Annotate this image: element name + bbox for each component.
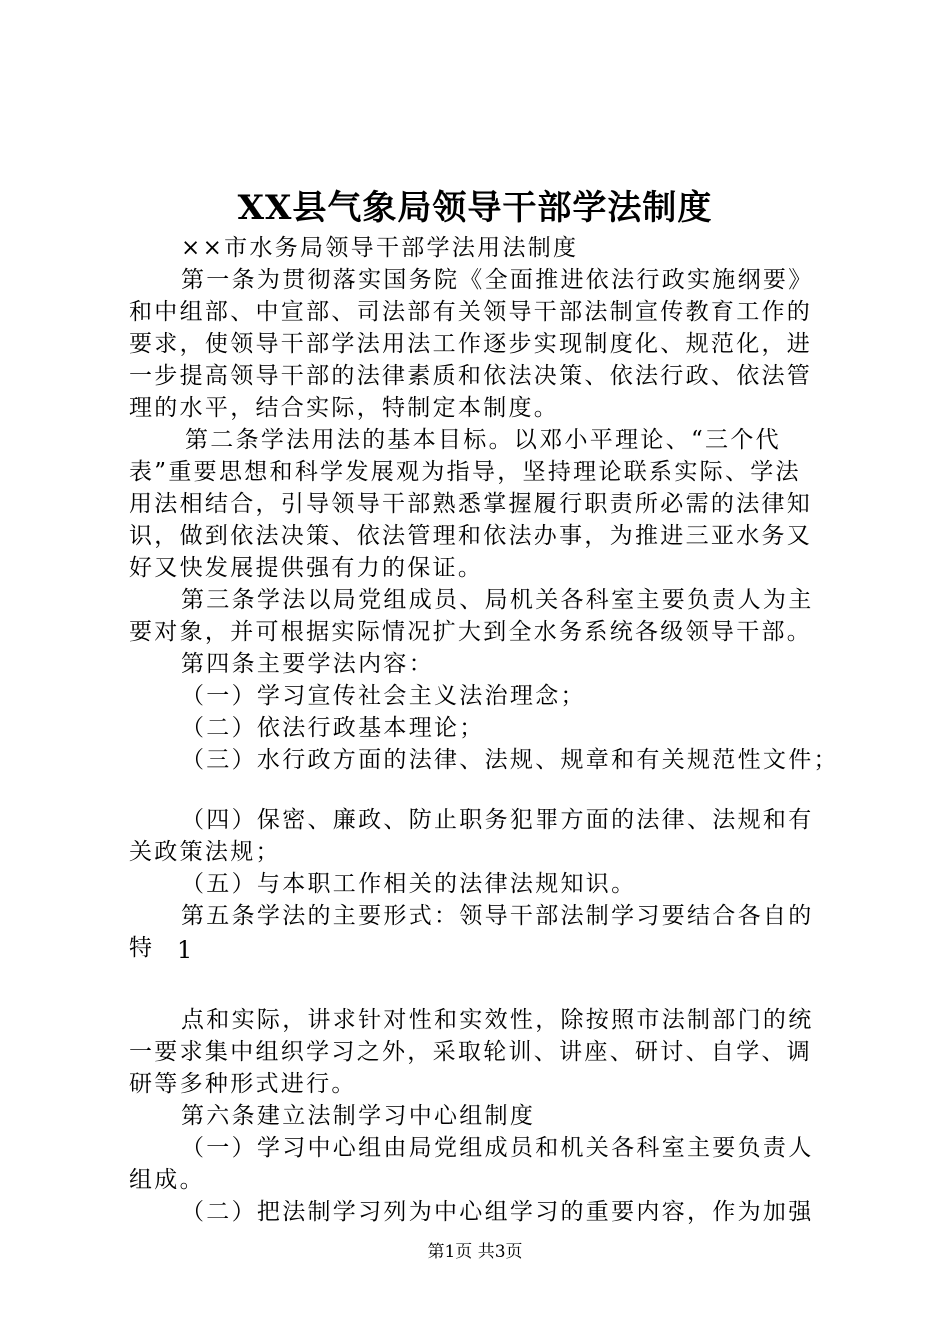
list-item-line: （四）保密、廉政、防止职务犯罪方面的法律、法规和有 — [181, 807, 814, 833]
paragraph-line: 第四条主要学法内容： — [181, 651, 434, 677]
paragraph-line: 表”重要思想和科学发展观为指导，坚持理论联系实际、学法 — [129, 459, 801, 485]
paragraph-line: 第五条学法的主要形式：领导干部法制学习要结合各自的 — [181, 903, 814, 929]
paragraph-line: 和中组部、中宣部、司法部有关领导干部法制宣传教育工作的 — [129, 299, 813, 325]
page-footer: 第1页 共3页 — [427, 1242, 523, 1262]
list-item-line: （三）水行政方面的法律、法规、规章和有关规范性文件； — [181, 747, 839, 773]
list-item-line: 组成。 — [129, 1167, 205, 1193]
paragraph-line: 特 — [129, 935, 155, 961]
list-item-line: （二）把法制学习列为中心组学习的重要内容，作为加强 — [181, 1199, 814, 1225]
paragraph-line: 好又快发展提供强有力的保证。 — [129, 555, 484, 581]
paragraph-line: 用法相结合，引导领导干部熟悉掌握履行职责所必需的法律知 — [129, 491, 813, 517]
list-item-line: 关政策法规； — [129, 839, 281, 865]
paragraph-line: 识，做到依法决策、依法管理和依法办事，为推进三亚水务又 — [129, 523, 813, 549]
subtitle-line: ××市水务局领导干部学法用法制度 — [181, 235, 579, 261]
list-item-line: （二）依法行政基本理论； — [181, 715, 485, 741]
paragraph-line: 第二条学法用法的基本目标。以邓小平理论、“三个代 — [185, 427, 781, 453]
paragraph-line: 第三条学法以局党组成员、局机关各科室主要负责人为主 — [181, 587, 814, 613]
paragraph-line: 研等多种形式进行。 — [129, 1071, 357, 1097]
paragraph-line: 一步提高领导干部的法律素质和依法决策、依法行政、依法管 — [129, 363, 813, 389]
paragraph-line: 点和实际，讲求针对性和实效性，除按照市法制部门的统 — [181, 1007, 814, 1033]
paragraph-line: 要求，使领导干部学法用法工作逐步实现制度化、规范化，进 — [129, 331, 813, 357]
list-item-line: （一）学习中心组由局党组成员和机关各科室主要负责人 — [181, 1135, 814, 1161]
paragraph-line: 第六条建立法制学习中心组制度 — [181, 1103, 536, 1129]
paragraph-line: 一要求集中组织学习之外，采取轮训、讲座、研讨、自学、调 — [129, 1039, 813, 1065]
paragraph-line: 理的水平，结合实际，特制定本制度。 — [129, 395, 560, 421]
list-item-line: （五）与本职工作相关的法律法规知识。 — [181, 871, 637, 897]
inline-page-number: 1 — [177, 936, 193, 964]
paragraph-line: 第一条为贯彻落实国务院《全面推进依法行政实施纲要》 — [181, 267, 814, 293]
document-title: XX县气象局领导干部学法制度 — [237, 188, 713, 228]
list-item-line: （一）学习宣传社会主义法治理念； — [181, 683, 586, 709]
paragraph-line: 要对象，并可根据实际情况扩大到全水务系统各级领导干部。 — [129, 619, 813, 645]
